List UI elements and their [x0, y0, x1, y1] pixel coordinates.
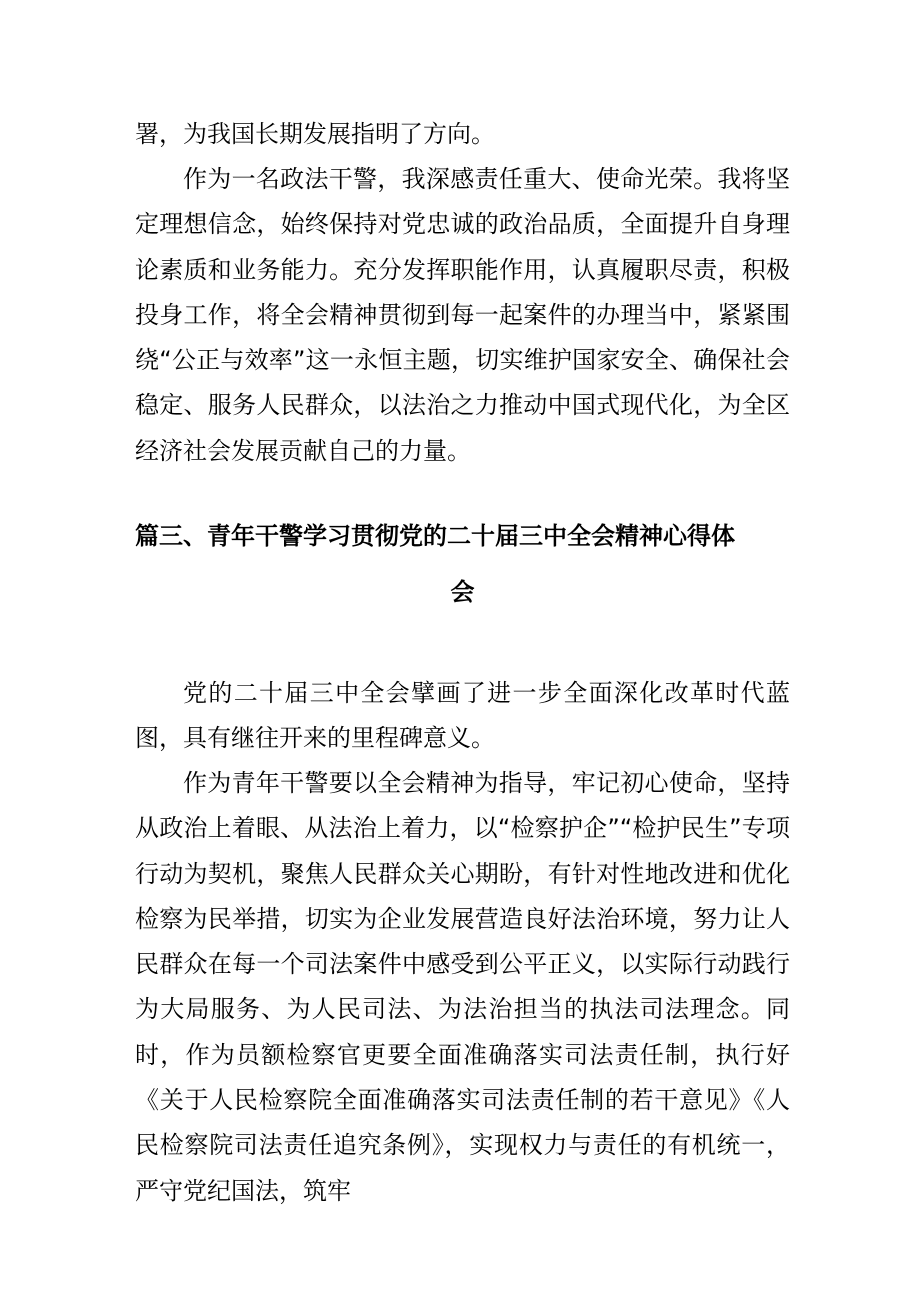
section-heading-continuation: 会: [450, 578, 475, 606]
body-paragraph: 作为青年干警要以全会精神为指导，牢记初心使命，坚持从政治上着眼、从法治上着力，以“检察护企”“检护民生”专项行动为契机，聚焦人民群众关心期盼，有针对性地改进和优化检察为民举措，切实为企业发展营造良好法治环境，努力让人民群众在每一个司法案件中感受到公平正义，以实际行动践行为大局服务、为人民司法、为法治担当的执法司法理念。同时，作为员额检察官更要全面准确落实司法责任制，执行好《关于人民检察院全面准确落实司法责任制的若干意见》《人民检察院司法责任追究条例》，实现权力与责任的有机统一，严守党纪国法，筑牢: [135, 769, 790, 1205]
section-heading: 篇三、青年干警学习贯彻党的二十届三中全会精神心得体: [135, 522, 735, 550]
continuation-paragraph: 署，为我国长期发展指明了方向。: [135, 120, 495, 148]
body-paragraph: 作为一名政法干警，我深感责任重大、使命光荣。我将坚定理想信念，始终保持对党忠诚的政治品质，全面提升自身理论素质和业务能力。充分发挥职能作用，认真履职尽责，积极投身工作，将全会精神贯彻到每一起案件的办理当中，紧紧围绕“公正与效率”这一永恒主题，切实维护国家安全、确保社会稳定、服务人民群众，以法治之力推动中国式现代化，为全区经济社会发展贡献自己的力量。: [135, 165, 790, 465]
body-paragraph: 党的二十届三中全会擘画了进一步全面深化改革时代蓝图，具有继往开来的里程碑意义。: [135, 679, 790, 753]
